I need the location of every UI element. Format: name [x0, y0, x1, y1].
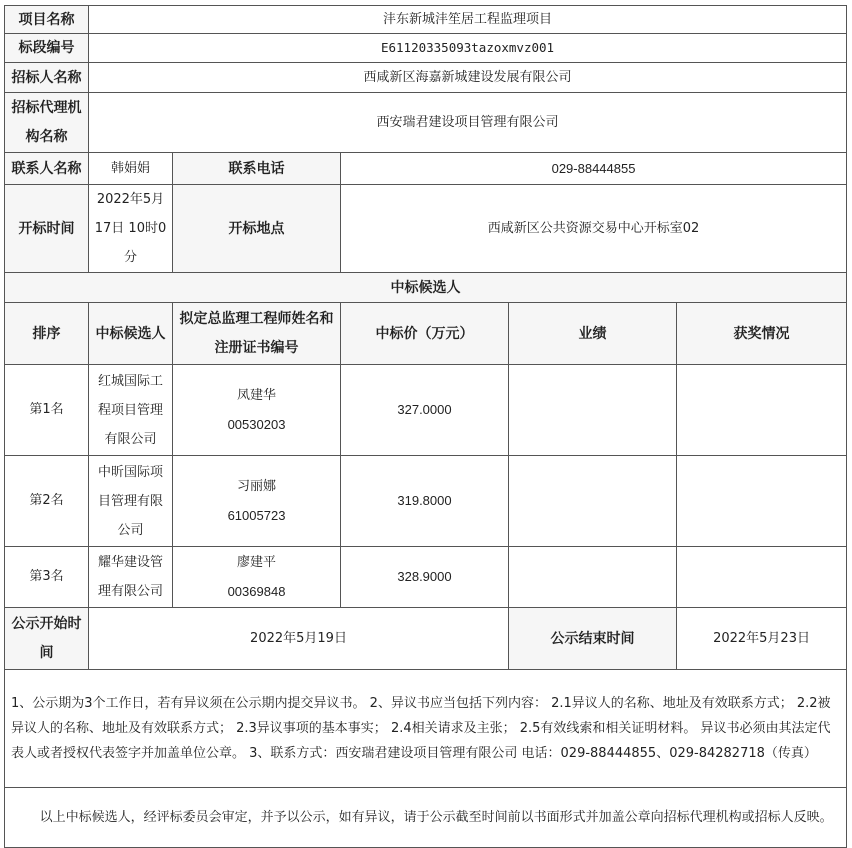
candidate-price: 319.8000: [341, 456, 509, 547]
engineer-name: 习丽娜: [236, 479, 276, 494]
project-name-row: [5, 6, 847, 34]
open-place-label: 开标地点: [173, 185, 341, 273]
header-engineer: 拟定总监理工程师姓名和注册证书编号: [173, 303, 341, 365]
publicity-start-value: 2022年5月19日: [89, 608, 509, 670]
header-rank: 排序: [5, 303, 89, 365]
table-row: [5, 547, 847, 608]
tenderer-label: 招标人名称: [5, 63, 89, 93]
project-name-label: 项目名称: [5, 6, 89, 34]
candidate-company: 耀华建设管理有限公司: [89, 547, 173, 608]
candidate-awards: [677, 365, 847, 456]
contact-label: 联系人名称: [5, 153, 89, 185]
section-number-row: [5, 34, 847, 63]
candidate-price: 327.0000: [341, 365, 509, 456]
header-awards: 获奖情况: [677, 303, 847, 365]
tenderer-value: 西咸新区海嘉新城建设发展有限公司: [89, 63, 847, 93]
closing-statement-row: [5, 788, 847, 848]
candidate-performance: [509, 547, 677, 608]
engineer-name: 凤建华: [236, 388, 276, 403]
table-row: [5, 456, 847, 547]
candidate-company: 红城国际工程项目管理有限公司: [89, 365, 173, 456]
publicity-start-label: 公示开始时间: [5, 608, 89, 670]
agency-value: 西安瑞君建设项目管理有限公司: [89, 93, 847, 153]
phone-label: 联系电话: [173, 153, 341, 185]
agency-label: 招标代理机构名称: [5, 93, 89, 153]
engineer-cert: 61005723: [227, 508, 286, 523]
candidate-rank: 第1名: [5, 365, 89, 456]
candidate-price: 328.9000: [341, 547, 509, 608]
bid-announcement-table: [4, 5, 847, 848]
candidate-engineer: [173, 365, 341, 456]
engineer-cert: 00530203: [227, 417, 286, 432]
open-place-value: 西咸新区公共资源交易中心开标室02: [341, 185, 847, 273]
publicity-end-value: 2022年5月23日: [677, 608, 847, 670]
contact-value: 韩娟娟: [89, 153, 173, 185]
open-time-label: 开标时间: [5, 185, 89, 273]
objection-notes: 1、公示期为3个工作日，若有异议须在公示期内提交异议书。 2、异议书应当包括下列内容： 2.1异议人的名称、地址及有效联系方式； 2.2被异议人的名称、地址及有效联系方式； 2.3异议事项的基本事实； 2.4相关请求及主张； 2.5有效线索和相关证明材料。 异议书必须由其法定代表人或者授权代表签字并加盖单位公章。 3、联系方式：西安瑞君建设项目管理有限公司 电话：029-88444855、029-84282718（传真）: [5, 670, 847, 788]
candidate-company: 中昕国际项目管理有限公司: [89, 456, 173, 547]
closing-statement: 以上中标候选人，经评标委员会审定，并予以公示，如有异议，请于公示截至时间前以书面形式并加盖公章向招标代理机构或招标人反映。: [5, 788, 847, 848]
candidate-engineer: [173, 456, 341, 547]
project-name-value: 沣东新城沣笙居工程监理项目: [89, 6, 847, 34]
candidate-awards: [677, 456, 847, 547]
table-row: [5, 365, 847, 456]
header-performance: 业绩: [509, 303, 677, 365]
header-candidate: 中标候选人: [89, 303, 173, 365]
publicity-end-label: 公示结束时间: [509, 608, 677, 670]
objection-notes-row: [5, 670, 847, 788]
engineer-cert: 00369848: [227, 584, 286, 599]
engineer-name: 廖建平: [236, 555, 276, 570]
phone-value: 029-88444855: [341, 153, 847, 185]
candidate-rank: 第3名: [5, 547, 89, 608]
candidate-rank: 第2名: [5, 456, 89, 547]
section-number-label: 标段编号: [5, 34, 89, 63]
candidate-engineer: [173, 547, 341, 608]
candidate-awards: [677, 547, 847, 608]
publicity-row: [5, 608, 847, 670]
candidate-performance: [509, 365, 677, 456]
contact-row: [5, 153, 847, 185]
candidate-performance: [509, 456, 677, 547]
candidates-section-title: 中标候选人: [5, 273, 847, 303]
tenderer-row: [5, 63, 847, 93]
opening-row: [5, 185, 847, 273]
candidates-title-row: [5, 273, 847, 303]
header-price: 中标价（万元）: [341, 303, 509, 365]
agency-row: [5, 93, 847, 153]
candidates-header-row: [5, 303, 847, 365]
section-number-value: E61120335093tazoxmvz001: [89, 34, 847, 63]
open-time-value: 2022年5月17日 10时0分: [89, 185, 173, 273]
